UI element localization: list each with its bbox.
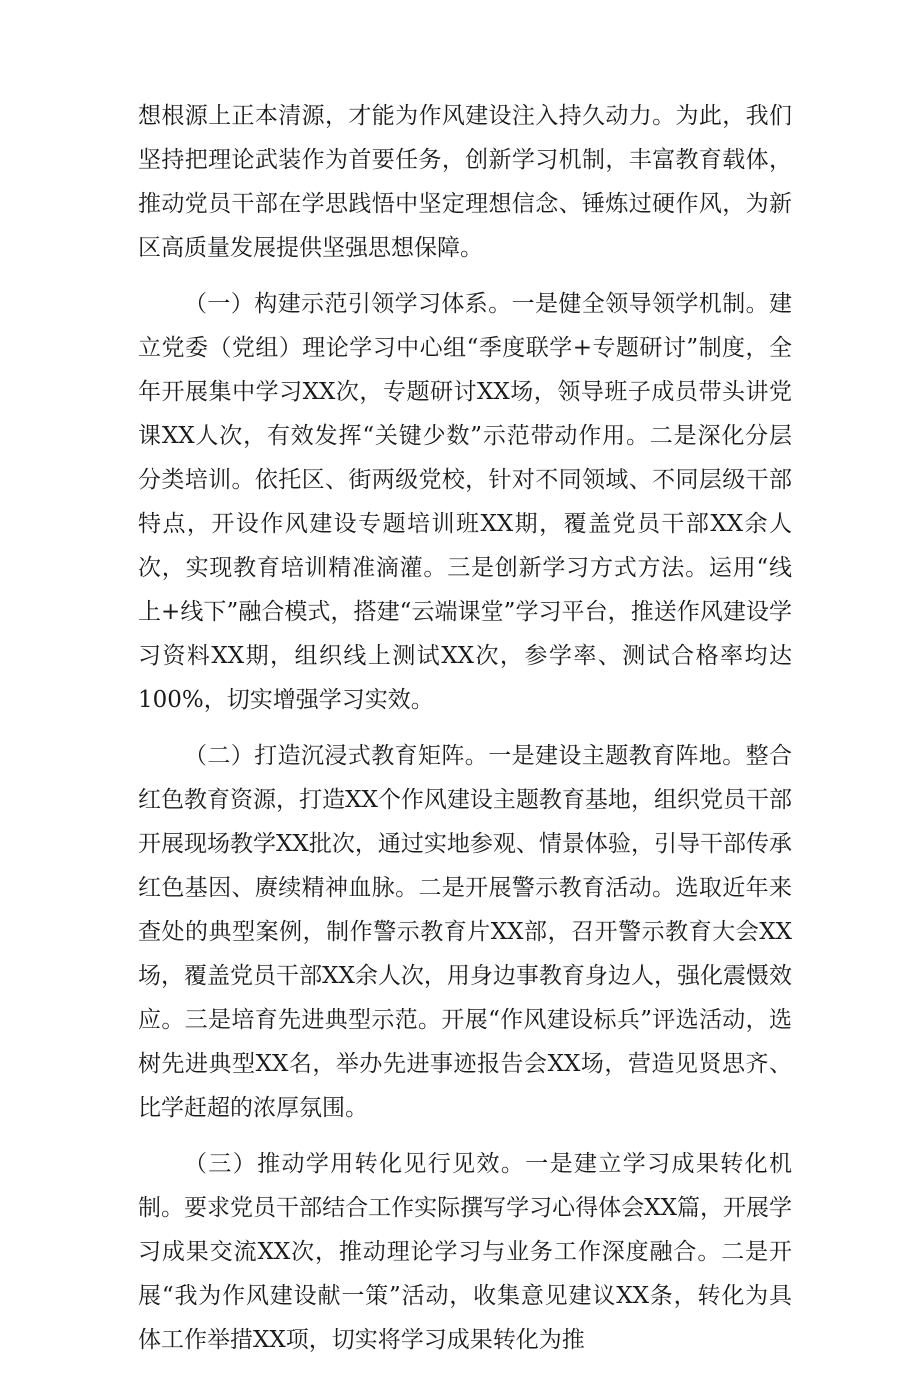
paragraph-intro-continuation: 想根源上正本清源，才能为作风建设注入持久动力。为此，我们坚持把理论武装作为首要任务，创新学习机制，丰富教育载体，推动党员干部在学思践悟中坚定理想信念、锤炼过硬作风，为新区高质量发展提供坚强思想保障。 bbox=[138, 103, 792, 261]
paragraph-section-2: （二）打造沉浸式教育矩阵。一是建设主题教育阵地。整合红色教育资源，打造XX个作风建设主题教育基地，组织党员干部开展现场教学XX批次，通过实地参观、情景体验，引导干部传承红色基因、赓续精神血脉。二是开展警示教育活动。选取近年来查处的典型案例，制作警示教育片XX部，召开警示教育大会XX场，覆盖党员干部XX余人次，用身边事教育身边人，强化震慑效应。三是培育先进典型示范。开展“作风建设标兵”评选活动，选树先进典型XX名，举办先进事迹报告会XX场，营造见贤思齐、比学赶超的浓厚氛围。 bbox=[138, 743, 792, 1121]
paragraph-section-1: （一）构建示范引领学习体系。一是健全领导领学机制。建立党委（党组）理论学习中心组“季度联学+专题研讨”制度，全年开展集中学习XX次，专题研讨XX场，领导班子成员带头讲党课XX人次，有效发挥“关键少数”示范带动作用。二是深化分层分类培训。依托区、街两级党校，针对不同领域、不同层级干部特点，开设作风建设专题培训班XX期，覆盖党员干部XX余人次，实现教育培训精准滴灌。三是创新学习方式方法。运用“线上+线下”融合模式，搭建“云端课堂”学习平台，推送作风建设学习资料XX期，组织线上测试XX次，参学率、测试合格率均达100%，切实增强学习实效。 bbox=[138, 291, 792, 713]
document-body bbox=[138, 94, 792, 1374]
paragraph-section-3: （三）推动学用转化见行见效。一是建立学习成果转化机制。要求党员干部结合工作实际撰写学习心得体会XX篇，开展学习成果交流XX次，推动理论学习与业务工作深度融合。二是开展“我为作风建设献一策”活动，收集意见建议XX条，转化为具体工作举措XX项，切实将学习成果转化为推 bbox=[138, 1151, 792, 1353]
